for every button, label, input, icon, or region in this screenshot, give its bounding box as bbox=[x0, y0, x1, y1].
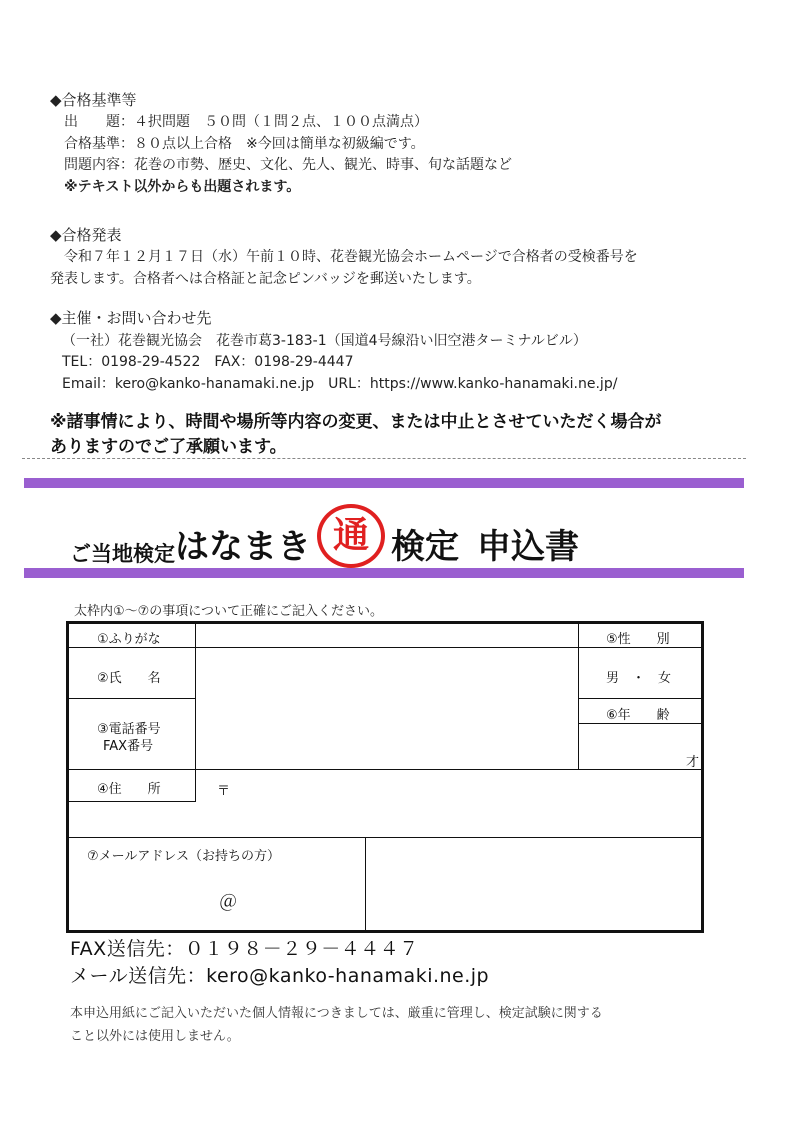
email-field[interactable] bbox=[71, 869, 363, 929]
criteria-content-line bbox=[64, 154, 512, 174]
age-field[interactable] bbox=[580, 725, 680, 768]
age-label: ⑥年 齢 bbox=[606, 708, 670, 723]
content-label: 問題内容： bbox=[64, 157, 134, 173]
contact-org: （一社）花巻観光協会 花巻市葛3-183-1（国道4号線沿い旧空港ターミナルビル） bbox=[62, 333, 587, 349]
email-label: ⑦メールアドレス（お持ちの方） bbox=[87, 849, 281, 864]
name-field[interactable] bbox=[197, 649, 577, 697]
criteria-question-line bbox=[64, 111, 428, 131]
question-value: ４択問題 ５０問（１問２点、１００点満点） bbox=[134, 114, 428, 130]
age-unit: 才 bbox=[686, 755, 700, 770]
announce-line1: 令和７年１２月１７日（水）午前１０時、花巻観光協会ホームページで合格者の受検番号を bbox=[64, 249, 638, 265]
fax-send-line: FAX送信先：０１９８－２９－４４４７ bbox=[70, 938, 419, 960]
bottom-accent-bar bbox=[24, 568, 744, 578]
notice-line1: ※諸事情により、時間や場所等内容の変更、または中止とさせていただく場合が bbox=[50, 412, 662, 432]
furigana-field[interactable] bbox=[197, 624, 577, 646]
criteria-note: ※テキスト以外からも出題されます。 bbox=[64, 179, 301, 195]
address-field[interactable] bbox=[197, 771, 697, 835]
fax-label: FAX番号 bbox=[103, 739, 154, 754]
contact-email-url: Email：kero@kanko-hanamaki.ne.jp URL：https://www.kanko-hanamaki.ne.jp/ bbox=[62, 376, 618, 392]
application-form bbox=[66, 621, 704, 933]
email-extra-field[interactable] bbox=[367, 839, 697, 929]
criteria-heading: ◆合格基準等 bbox=[50, 91, 137, 109]
announce-heading: ◆合格発表 bbox=[50, 226, 122, 244]
top-accent-bar bbox=[24, 478, 744, 488]
gender-options[interactable]: 男 ・ 女 bbox=[606, 671, 672, 686]
address-label: ④住 所 bbox=[97, 782, 161, 797]
criteria-pass-line bbox=[64, 133, 425, 153]
title-suffix: 検定 bbox=[391, 527, 459, 567]
phone-label: ③電話番号 bbox=[97, 722, 161, 737]
title-doc: 申込書 bbox=[477, 527, 579, 567]
email-send-line: メール送信先：kero@kanko-hanamaki.ne.jp bbox=[70, 965, 490, 987]
postal-mark: 〒 bbox=[217, 784, 231, 799]
question-label: 出 題： bbox=[64, 114, 134, 130]
form-instruction: 太枠内①～⑦の事項について正確にご記入ください。 bbox=[74, 604, 384, 619]
gender-label: ⑤性 別 bbox=[606, 632, 670, 647]
announce-line2: 発表します。合格者へは合格証と記念ピンバッジを郵送いたします。 bbox=[50, 271, 481, 287]
at-mark: ＠ bbox=[219, 892, 237, 913]
title-prefix: ご当地検定 bbox=[70, 542, 175, 566]
contact-heading: ◆主催・お問い合わせ先 bbox=[50, 309, 212, 327]
cut-line bbox=[22, 458, 746, 459]
form-title bbox=[70, 504, 579, 568]
title-name: はなまき bbox=[175, 527, 311, 567]
contact-tel-fax: TEL：0198-29-4522 FAX：0198-29-4447 bbox=[62, 354, 354, 370]
furigana-label: ①ふりがな bbox=[97, 632, 161, 647]
tsu-seal: 通 bbox=[317, 504, 385, 568]
notice-line2: ありますのでご了承願います。 bbox=[50, 437, 287, 457]
content-value: 花巻の市勢、歴史、文化、先人、観光、時事、旬な話題など bbox=[134, 157, 512, 173]
pass-value: ８０点以上合格 ※今回は簡単な初級編です。 bbox=[134, 136, 425, 152]
phone-fax-field[interactable] bbox=[197, 700, 577, 768]
privacy-line1: 本申込用紙にご記入いただいた個人情報につきましては、厳重に管理し、検定試験に関する bbox=[70, 1006, 603, 1021]
pass-label: 合格基準： bbox=[64, 136, 134, 152]
name-label: ②氏 名 bbox=[97, 671, 161, 686]
privacy-line2: こと以外には使用しません。 bbox=[70, 1029, 240, 1044]
